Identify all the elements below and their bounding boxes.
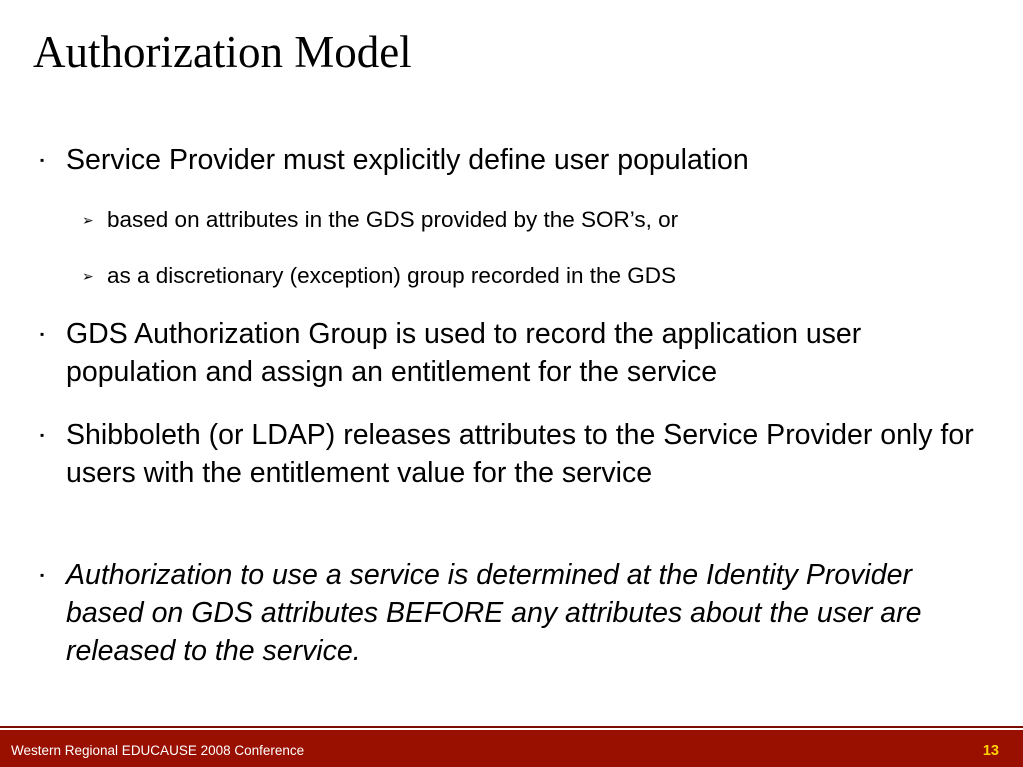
sub-bullet-text: based on attributes in the GDS provided by the SOR’s, or [107,207,679,232]
footer-conference-name: Western Regional EDUCAUSE 2008 Conference [11,743,305,758]
square-bullet-icon: ▪ [40,327,45,341]
square-bullet-icon: ▪ [40,428,45,442]
bullet-text: Authorization to use a service is determined at the Identity Provider based on GDS attributes BEFORE any attributes about the user are released to the service. [66,559,922,667]
bullet-text: GDS Authorization Group is used to record the application user population and assign an entitlement for the service [66,318,862,388]
page-number: 13 [982,743,999,759]
arrow-bullet-icon: ➢ [82,212,94,228]
footer-bar [0,730,1023,767]
sub-bullet-text: as a discretionary (exception) group recorded in the GDS [107,263,677,288]
bullet-text: Shibboleth (or LDAP) releases attributes to the Service Provider only for users with the entitlement value for the service [66,419,974,489]
slide-title: Authorization Model [33,27,412,77]
footer-divider [0,726,1023,728]
square-bullet-icon: ▪ [40,568,45,582]
arrow-bullet-icon: ➢ [82,268,94,284]
bullet-text: Service Provider must explicitly define user population [66,144,749,176]
square-bullet-icon: ▪ [40,153,45,167]
